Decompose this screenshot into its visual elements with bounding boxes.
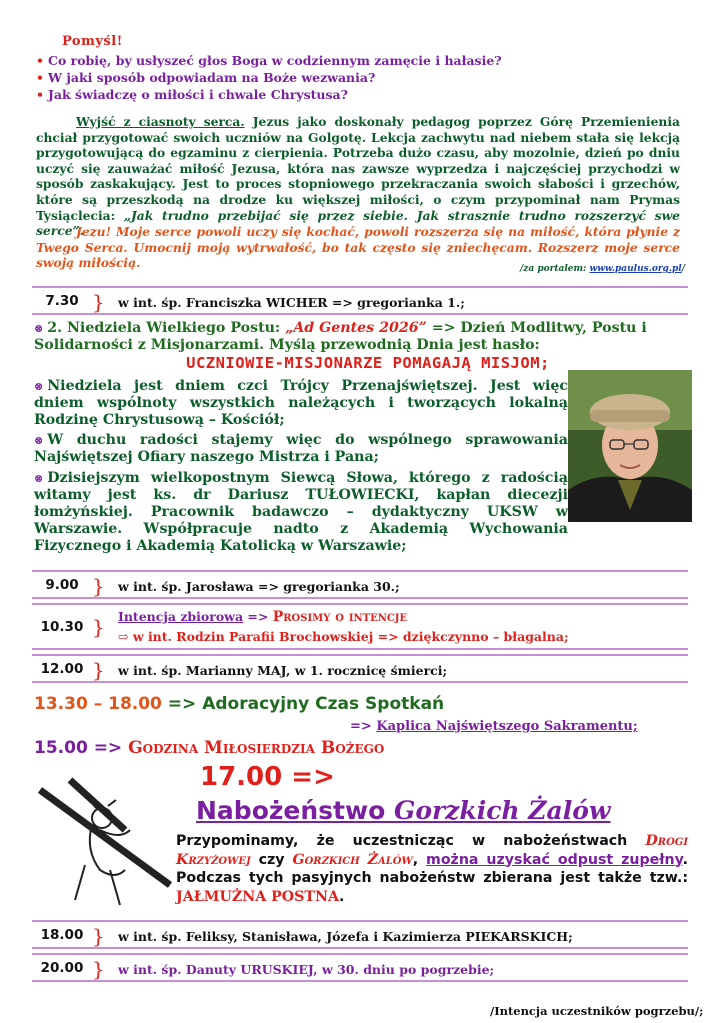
prayer-body: Jezu! Moje serce powoli uczy się kochać, powoli rozszerza się na miłość, która płynie z Twego Serca. Umocnij moją wytrwałość, bo tak często się zniechęcam. Rozszerz moje serce swoją miłością. xyxy=(36,224,680,271)
mercy-time: 15.00 => xyxy=(34,738,129,758)
reflection-paragraph xyxy=(36,114,680,239)
brace-icon: } xyxy=(92,290,105,314)
mass-row-1200 xyxy=(32,654,688,683)
chapel-name: Kaplica Najświętszego Sakramentu; xyxy=(376,719,638,734)
brace-icon: } xyxy=(92,615,105,639)
mercy-hour-line xyxy=(34,738,384,758)
sunday-p3-text: W duchu radości stajemy więc do wspólnego sprawowania Najświętszej Ofiary naszego Mistrza i Pana; xyxy=(34,432,568,465)
question-text: W jaki sposób odpowiadam na Boże wezwania? xyxy=(48,70,376,85)
brace-icon: } xyxy=(92,957,105,981)
funeral-participants-note: /Intencja uczestników pogrzebu/; xyxy=(490,1004,704,1018)
note-part: . xyxy=(338,888,345,905)
question-3 xyxy=(36,87,348,102)
note-part: Przypominamy, że uczestnicząc w nabożeństwach xyxy=(176,833,646,849)
mass-time: 9.00 xyxy=(45,576,79,593)
priest-photo xyxy=(568,370,692,522)
source-link[interactable]: www.paulus.org.pl xyxy=(589,264,682,274)
mass-time: 20.00 xyxy=(40,959,84,976)
sunday-p4-text: Dzisiejszym wielkopostnym Siewcą Słowa, którego z radością witamy jest ks. dr Dariusz TUŁOWIECKI, kapłan diecezji łomżyńskiej. Pracownik badawczo – dydaktyczny UKSW w Warszawie. Współpracuje nadto z Akademią Wychowania Fizycznego i Akademią Katolicką w Warszawie; xyxy=(34,470,568,554)
lamentations-name: Gorzkich Żalów xyxy=(292,851,413,868)
bullet-dot: • xyxy=(36,87,44,102)
note-part: . Podczas tych pasyjnych nabożeństw zbierana jest także tzw.: xyxy=(176,851,688,886)
jesus-cross-illustration xyxy=(30,770,180,910)
ad-gentes-label: „Ad Gentes 2026” xyxy=(285,320,427,336)
sunday-p3 xyxy=(34,432,568,466)
adoration-time: 13.30 – 18.00 xyxy=(34,694,162,714)
mass-intention: w int. śp. Danuty URUSKIEJ, w 30. dniu po pogrzebie; xyxy=(118,962,495,977)
collective-intention xyxy=(118,609,407,625)
cross-bullet-icon: ⊗ xyxy=(34,434,44,447)
reflection-text: Jezus jako doskonały pedagog poprzez Górę Przemienienia chciał przygotować swoich uczniów na Golgotę. Lekcja zachwytu nad niebem stała się lekcją przygotowującą do egzaminu z cierpienia. Potrzeba dużo czasu, aby mozolnie, dzień po dniu uczyć się zauważać miłość Jezusa, która nas zawsze wyprzedza i najczęściej przychodzi w sposób zaskakujący. Jest to proces stopniowego przekraczania swoich słabości i grzechów, które są przeszkodą na drodze ku większej miłości, o czym przypominał nam Prymas Tysiąclecia: xyxy=(36,114,681,223)
indulgence-note xyxy=(176,832,688,906)
bullet-dot: • xyxy=(36,70,44,85)
note-part: czy xyxy=(250,851,293,868)
mass-row-900 xyxy=(32,570,688,599)
question-2 xyxy=(36,70,375,85)
request-intentions: Prosimy o intencje xyxy=(272,609,408,625)
pomysl-title: Pomyśl! xyxy=(62,34,123,49)
brace-icon: } xyxy=(92,658,105,682)
source-note xyxy=(520,264,685,274)
lenten-alms: JAŁMUŻNA POSTNA xyxy=(176,888,339,905)
motto: UCZNIOWIE-MISJONARZE POMAGAJĄ MISJOM; xyxy=(186,354,550,372)
lamentations-title xyxy=(196,796,610,825)
question-text: Jak świadczę o miłości i chwale Chrystusa? xyxy=(48,87,348,102)
plenary-indulgence: można uzyskać odpust zupełny xyxy=(426,851,683,868)
bullet-dot: • xyxy=(36,53,44,68)
mass-intention: w int. śp. Jarosława => gregorianka 30.; xyxy=(118,579,400,594)
evening-time: 17.00 => xyxy=(200,762,335,792)
adoration-text: => Adoracyjny Czas Spotkań xyxy=(161,694,445,714)
mass-row-730 xyxy=(32,286,688,315)
brace-icon: } xyxy=(92,574,105,598)
sunday-p2-text: Niedziela jest dniem czci Trójcy Przenajświętszej. Jest więc dniem wspólnoty wszystkich należących i tworzących lokalną Rodzinę Chrystusową – Kościół; xyxy=(34,378,568,428)
mass-row-1030 xyxy=(32,603,688,650)
question-1 xyxy=(36,53,502,68)
title-part: Nabożeństwo xyxy=(196,796,394,825)
primate-quote: „Jak trudno przebijać się przez siebie. Jak strasznie trudno rozszerzyć swe serce”. xyxy=(36,207,681,239)
mass-intention: w int. śp. Marianny MAJ, w 1. rocznicę śmierci; xyxy=(118,663,448,678)
question-text: Co robię, by usłyszeć głos Boga w codziennym zamęcie i hałasie? xyxy=(48,53,502,68)
sunday-intro xyxy=(34,320,690,354)
reflection-lead: Wyjść z ciasnoty serca. xyxy=(76,114,245,129)
sunday-desc: => Dzień Modlitwy, Postu i Solidarności z Misjonarzami. Myślą przewodnią Dnia jest hasło: xyxy=(34,320,647,353)
cross-bullet-icon: ⊗ xyxy=(34,322,44,335)
mass-row-1800 xyxy=(32,920,688,949)
mercy-text: Godzina Miłosierdzia Bożego xyxy=(128,738,385,758)
collective-label: Intencja zbiorowa xyxy=(118,609,244,624)
mass-time: 18.00 xyxy=(40,926,84,943)
brace-icon: } xyxy=(92,924,105,948)
cross-bullet-icon: ⊗ xyxy=(34,472,44,485)
arrow-text: => xyxy=(350,719,377,734)
sunday-title: 2. Niedziela Wielkiego Postu: xyxy=(47,320,286,336)
sunday-p4 xyxy=(34,470,568,555)
source-prefix: /za portalem: xyxy=(520,264,590,274)
family-intention: ⇨ w int. Rodzin Parafii Brochowskiej => dziękczynno – błagalna; xyxy=(118,629,569,644)
way-of-cross: Drogi Krzyżowej xyxy=(176,833,688,868)
mass-intention: w int. śp. Franciszka WICHER => gregorianka 1.; xyxy=(118,295,465,310)
sunday-p2 xyxy=(34,378,568,429)
mass-time: 10.30 xyxy=(40,618,84,635)
mass-intention: w int. śp. Feliksy, Stanisława, Józefa i Kazimierza PIEKARSKICH; xyxy=(118,929,573,944)
adoration-line xyxy=(34,694,444,714)
cross-bullet-icon: ⊗ xyxy=(34,380,44,393)
mass-time: 7.30 xyxy=(45,292,79,309)
source-suffix: / xyxy=(681,264,685,274)
note-part: , xyxy=(412,851,427,868)
mass-time: 12.00 xyxy=(40,660,84,677)
arrow-text: => xyxy=(243,609,273,624)
mass-row-2000 xyxy=(32,953,688,982)
title-italic: Gorzkich Żalów xyxy=(393,796,611,825)
chapel-line xyxy=(350,719,638,734)
